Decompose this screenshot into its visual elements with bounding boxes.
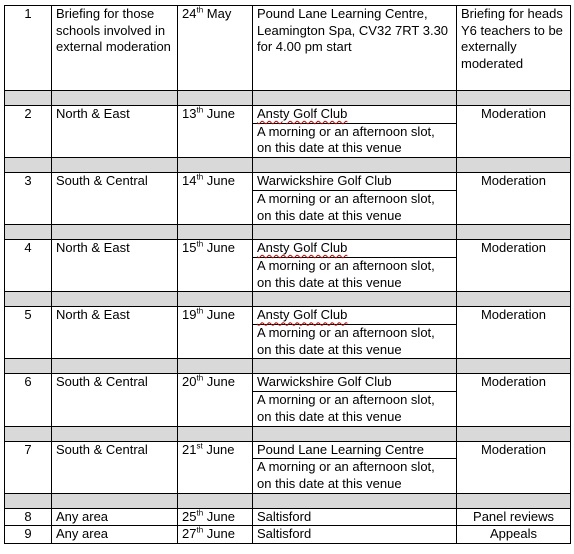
purpose-cell: Appeals — [457, 526, 571, 544]
venue-cell: Saltisford — [253, 526, 457, 544]
area-cell: North & East — [52, 106, 178, 124]
row-number: 3 — [5, 173, 52, 225]
date-cell: 21st June — [178, 441, 253, 459]
slot-cell: A morning or an afternoon slot, on this date at this venue — [253, 123, 457, 157]
row-number: 6 — [5, 374, 52, 426]
area-cell: Any area — [52, 526, 178, 544]
purpose-cell: Moderation — [457, 173, 571, 191]
row-number: 7 — [5, 441, 52, 493]
slot-cell: A morning or an afternoon slot, on this date at this venue — [253, 392, 457, 426]
table-row — [5, 374, 571, 392]
area-cell: Briefing for those schools involved in external moderation — [52, 6, 178, 91]
table-row — [5, 257, 571, 291]
table-row — [5, 325, 571, 359]
purpose-cell: Moderation — [457, 441, 571, 459]
slot-cell: A morning or an afternoon slot, on this date at this venue — [253, 459, 457, 493]
venue-cell — [253, 173, 457, 191]
area-cell: South & Central — [52, 441, 178, 459]
venue-name: Pound Lane Learning Centre — [257, 441, 424, 457]
date-cell: 27th June — [178, 526, 253, 544]
separator-row — [5, 292, 571, 307]
table-row — [5, 190, 571, 224]
separator-row — [5, 426, 571, 441]
slot-cell: A morning or an afternoon slot, on this date at this venue — [253, 257, 457, 291]
table-row — [5, 526, 571, 544]
table-row — [5, 441, 571, 459]
venue-cell — [253, 240, 457, 258]
date-cell: 24th May — [178, 6, 253, 91]
venue-name: Warwickshire Golf Club — [257, 173, 392, 189]
venue-cell: Saltisford — [253, 508, 457, 526]
area-cell: North & East — [52, 307, 178, 325]
table-row — [5, 106, 571, 124]
row-number: 4 — [5, 240, 52, 292]
purpose-cell: Briefing for heads Y6 teachers to be externally moderated — [457, 6, 571, 91]
separator-row — [5, 225, 571, 240]
venue-cell: Pound Lane Learning Centre, Leamington Spa, CV32 7RT 3.30 for 4.00 pm start — [253, 6, 457, 91]
separator-row — [5, 158, 571, 173]
row-number: 9 — [5, 526, 52, 544]
row-number: 5 — [5, 307, 52, 359]
purpose-cell: Moderation — [457, 240, 571, 258]
date-cell: 13th June — [178, 106, 253, 124]
area-cell: North & East — [52, 240, 178, 258]
row-number: 2 — [5, 106, 52, 158]
slot-cell: A morning or an afternoon slot, on this date at this venue — [253, 325, 457, 359]
purpose-cell: Panel reviews — [457, 508, 571, 526]
table-row — [5, 307, 571, 325]
venue-cell — [253, 374, 457, 392]
separator-row — [5, 359, 571, 374]
purpose-cell: Moderation — [457, 106, 571, 124]
date-cell: 15th June — [178, 240, 253, 258]
venue-cell — [253, 441, 457, 459]
table-row — [5, 123, 571, 157]
table-row — [5, 508, 571, 526]
area-cell: Any area — [52, 508, 178, 526]
table-row — [5, 173, 571, 191]
table-row — [5, 6, 571, 91]
separator-row — [5, 91, 571, 106]
venue-name: Warwickshire Golf Club — [257, 374, 392, 390]
moderation-schedule-table — [4, 5, 571, 544]
purpose-cell: Moderation — [457, 374, 571, 392]
date-cell: 25th June — [178, 508, 253, 526]
row-number: 8 — [5, 508, 52, 526]
venue-name: Ansty Golf Club — [257, 106, 348, 121]
table-row — [5, 459, 571, 493]
separator-row — [5, 493, 571, 508]
area-cell: South & Central — [52, 173, 178, 191]
purpose-cell: Moderation — [457, 307, 571, 325]
venue-cell — [253, 106, 457, 124]
date-cell: 19th June — [178, 307, 253, 325]
venue-name: Ansty Golf Club — [257, 240, 348, 256]
date-cell: 14th June — [178, 173, 253, 191]
row-number: 1 — [5, 6, 52, 91]
table-row — [5, 392, 571, 426]
date-cell: 20th June — [178, 374, 253, 392]
venue-name: Ansty Golf Club — [257, 307, 348, 323]
venue-cell — [253, 307, 457, 325]
slot-cell: A morning or an afternoon slot, on this date at this venue — [253, 190, 457, 224]
area-cell: South & Central — [52, 374, 178, 392]
table-row — [5, 240, 571, 258]
